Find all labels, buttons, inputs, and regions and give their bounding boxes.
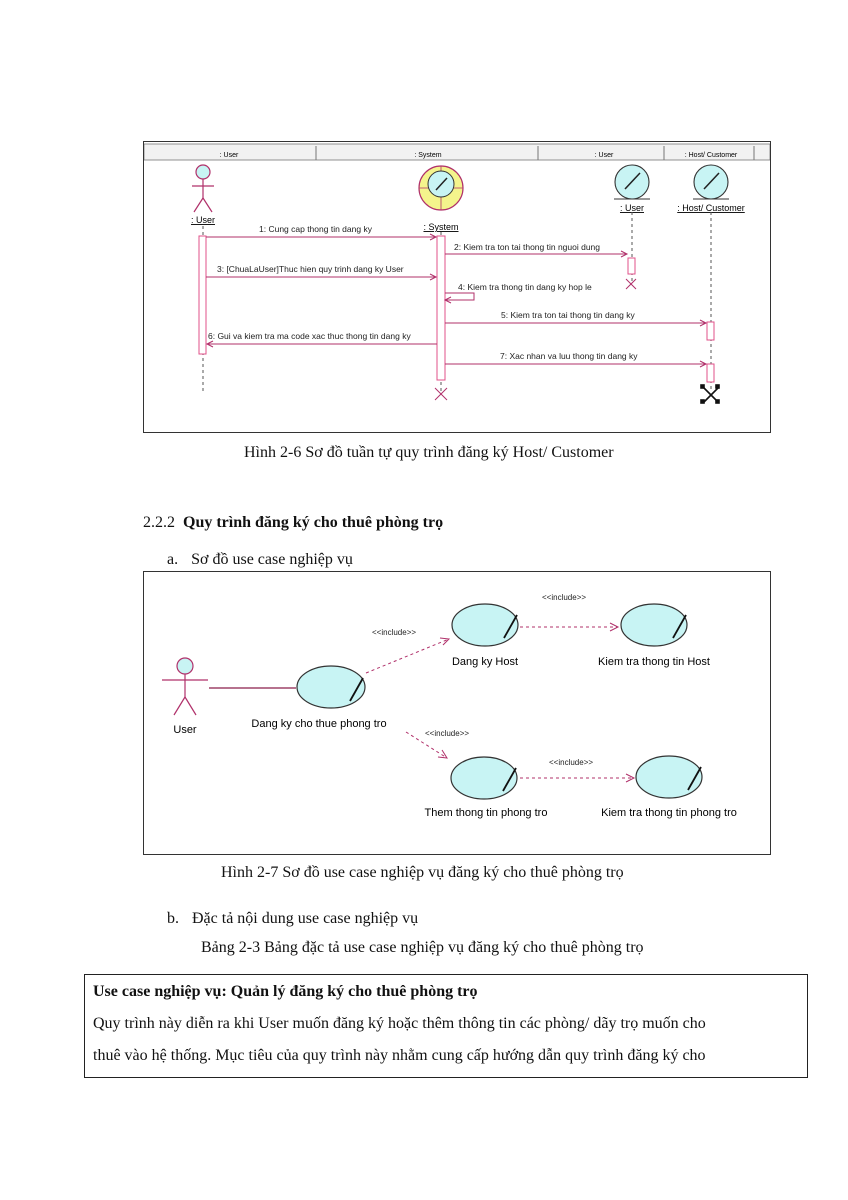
sequence-diagram xyxy=(143,141,771,433)
usecase-diagram-canvas xyxy=(144,572,770,854)
message-label: 6: Gui va kiem tra ma code xac thuc thong tin dang ky xyxy=(208,331,411,341)
section-title: Quy trình đăng ký cho thuê phòng trọ xyxy=(183,514,444,531)
figure-caption-2-7: Hình 2-7 Sơ đồ use case nghiệp vụ đăng ký cho thuê phòng trọ xyxy=(221,864,624,881)
usecase-spec-table xyxy=(84,974,808,1078)
destroy-mark-host-icon xyxy=(701,385,719,403)
user2-label: : User xyxy=(619,203,645,213)
activation-system xyxy=(437,236,445,380)
list-item-a xyxy=(167,551,353,569)
actor-user-icon xyxy=(162,658,208,715)
message-label: 5: Kiem tra ton tai thong tin dang ky xyxy=(501,310,635,320)
usecase-main-label: Dang ky cho thue phong tro xyxy=(251,718,387,730)
table-description-line: Quy trình này diễn ra khi User muốn đăng ký hoặc thêm thông tin các phòng/ dãy trọ muốn cho xyxy=(93,1015,706,1032)
system-label: : System xyxy=(423,222,459,232)
actor-user-icon xyxy=(192,165,214,212)
header-label: : System xyxy=(414,152,442,159)
include-label: <<include>> xyxy=(549,758,594,767)
list-item-b xyxy=(167,910,418,928)
include-label: <<include>> xyxy=(425,729,470,738)
actor-user-label: : User xyxy=(190,215,216,225)
list-item-text: Đặc tả nội dung use case nghiệp vụ xyxy=(192,910,419,927)
usecase-add-room-icon xyxy=(451,757,517,799)
include-label: <<include>> xyxy=(372,628,417,637)
figure-caption-2-6: Hình 2-6 Sơ đồ tuần tự quy trình đăng ký Host/ Customer xyxy=(244,444,614,461)
usecase-main-icon xyxy=(297,666,365,708)
message-label: 3: [ChuaLaUser]Thuc hien quy trinh dang ky User xyxy=(217,264,404,274)
user-entity-icon xyxy=(614,165,650,199)
host-label: : Host/ Customer xyxy=(677,203,745,213)
table-caption: Bảng 2-3 Bảng đặc tả use case nghiệp vụ đăng ký cho thuê phòng trọ xyxy=(201,939,644,956)
system-control-icon xyxy=(419,166,463,210)
table-description-line: thuê vào hệ thống. Mục tiêu của quy trình này nhằm cung cấp hướng dẫn quy trình đăng ký cho xyxy=(93,1047,706,1064)
activation-host xyxy=(707,364,714,382)
message-arrows xyxy=(206,234,706,367)
message-label: 7: Xac nhan va luu thong tin dang ky xyxy=(500,351,638,361)
sequence-diagram-canvas xyxy=(144,142,770,432)
activation-user2 xyxy=(628,258,635,274)
list-item-text: Sơ đồ use case nghiệp vụ xyxy=(191,551,353,568)
usecase-check-host-label: Kiem tra thong tin Host xyxy=(598,656,710,668)
host-entity-icon xyxy=(693,165,729,199)
usecase-check-host-icon xyxy=(621,604,687,646)
message-label: 4: Kiem tra thong tin dang ky hop le xyxy=(458,282,592,292)
activation-host xyxy=(707,322,714,340)
include-label: <<include>> xyxy=(542,593,587,602)
usecase-add-room-label: Them thong tin phong tro xyxy=(424,807,548,819)
header-label: : User xyxy=(594,152,614,159)
list-marker: b. xyxy=(167,910,179,927)
table-title: Use case nghiệp vụ: Quản lý đăng ký cho thuê phòng trọ xyxy=(93,983,478,1000)
message-label: 1: Cung cap thong tin dang ky xyxy=(259,224,372,234)
destroy-mark-icon xyxy=(435,279,636,400)
usecase-diagram xyxy=(143,571,771,855)
usecase-host-icon xyxy=(452,604,518,646)
section-number: 2.2.2 xyxy=(143,514,175,531)
list-marker: a. xyxy=(167,551,179,568)
include-arrows xyxy=(366,623,634,782)
usecase-host-label: Dang ky Host xyxy=(451,656,519,668)
section-heading xyxy=(143,514,443,532)
actor-label: User xyxy=(173,724,197,736)
message-label: 2: Kiem tra ton tai thong tin nguoi dung xyxy=(454,242,601,252)
usecase-check-room-icon xyxy=(636,756,702,798)
usecase-check-room-label: Kiem tra thong tin phong tro xyxy=(601,807,737,819)
header-label: : Host/ Customer xyxy=(684,152,738,159)
header-label: : User xyxy=(219,152,239,159)
activation-user xyxy=(199,236,206,354)
